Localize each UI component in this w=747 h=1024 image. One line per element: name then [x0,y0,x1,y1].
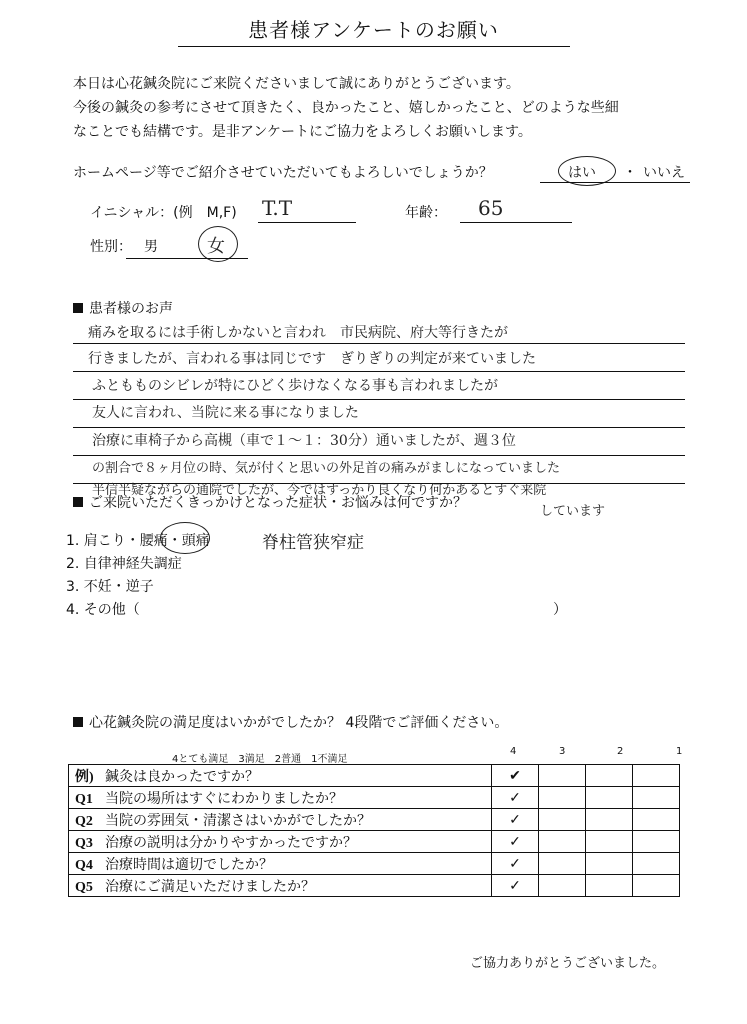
rating-cell-1[interactable] [633,831,680,853]
ruled-line [73,427,685,428]
gender-label: 性別： [90,239,132,255]
question-cell [69,853,492,875]
question-cell [69,809,492,831]
age-underline [460,222,572,223]
homepage-no-option[interactable]: いいえ [643,165,685,181]
symptom-item-4-close: ） [553,602,567,618]
question-cell [69,765,492,787]
check-mark-icon: ✔ [509,767,521,784]
rating-cell-3[interactable] [539,853,586,875]
question-cell [69,875,492,897]
check-mark-icon: ✓ [509,789,521,806]
voice-handwriting-line: 治療に車椅子から高槻（車で１～１：30分）通いましたが、週３位 [92,433,516,449]
rating-cell-1[interactable] [633,875,680,897]
symptom-item-1[interactable]: 1. 肩こり・腰痛・頭痛 [66,533,210,549]
homepage-question: ホームページ等でご紹介させていただいてもよろしいでしょうか？ [73,165,493,181]
voice-handwriting-line: 痛みを取るには手術しかないと言われ 市民病院、府大等行きたが [88,325,508,341]
question-number: 例) [75,769,94,785]
question-number: Q2 [75,813,93,829]
rating-cell-3[interactable] [539,831,586,853]
question-text: 治療の説明は分かりやすかったですか？ [105,834,357,851]
table-row [69,831,680,853]
table-row [69,875,680,897]
question-text: 鍼灸は良かったですか？ [105,768,259,785]
column-header-2: 2 [617,746,624,757]
ruled-line [73,399,685,400]
rating-cell-4[interactable] [492,853,539,875]
voice-handwriting-line: 行きましたが、言われる事は同じです ぎりぎりの判定が来ていました [88,351,536,367]
satisfaction-table [68,764,680,897]
rating-scale-legend: 4とても満足 3満足 2普通 1不満足 [172,754,348,765]
rating-cell-4[interactable] [492,787,539,809]
voice-handwriting-line: 友人に言われ、当院に来る事になりました [92,405,359,421]
age-value[interactable]: 65 [478,196,504,220]
ruled-line [73,371,685,372]
age-label: 年齢： [405,205,447,221]
question-cell [69,831,492,853]
square-bullet-icon [73,303,83,313]
question-number: Q4 [75,857,93,873]
gender-underline [126,258,248,259]
question-text: 当院の雰囲気・清潔さはいかがでしたか？ [105,812,371,829]
table-row [69,787,680,809]
voice-handwriting-line: しています [540,504,606,519]
voice-handwriting-line: の割合で８ヶ月位の時、気が付くと思いの外足首の痛みがましになっていました [92,461,561,476]
ruled-line [73,455,685,456]
ruled-line [73,343,685,344]
intro-line: 今後の鍼灸の参考にさせて頂きたく、良かったこと、嬉しかったこと、どのような些細 [73,100,619,116]
satisfaction-heading [73,712,508,732]
column-header-3: 3 [559,746,566,757]
rating-cell-1[interactable] [633,853,680,875]
question-number: Q3 [75,835,93,851]
question-cell [69,787,492,809]
gender-male-option[interactable]: 男 [144,239,158,255]
rating-cell-3[interactable] [539,875,586,897]
question-number: Q1 [75,791,93,807]
rating-cell-3[interactable] [539,809,586,831]
question-text: 治療にご満足いただけましたか？ [105,878,315,895]
check-mark-icon: ✓ [509,855,521,872]
rating-cell-4[interactable] [492,875,539,897]
title-underline [178,46,570,47]
intro-line: 本日は心花鍼灸院にご来院くださいまして誠にありがとうございます。 [73,76,520,92]
rating-cell-1[interactable] [633,787,680,809]
symptoms-heading [73,492,467,512]
voice-heading-text: 患者様のお声 [89,301,173,317]
rating-cell-2[interactable] [586,809,633,831]
table-row [69,853,680,875]
selection-circle [160,522,210,554]
rating-cell-2[interactable] [586,765,633,787]
square-bullet-icon [73,717,83,727]
check-mark-icon: ✓ [509,833,521,850]
rating-cell-1[interactable] [633,765,680,787]
symptom-item-4[interactable]: 4. その他（ [66,602,140,618]
rating-cell-4[interactable] [492,809,539,831]
column-header-1: 1 [676,746,683,757]
rating-cell-2[interactable] [586,831,633,853]
homepage-separator: ・ [623,165,637,181]
square-bullet-icon [73,497,83,507]
rating-cell-3[interactable] [539,787,586,809]
homepage-yes-option[interactable]: はい [568,165,596,181]
initial-underline [258,222,356,223]
symptom-item-2[interactable]: 2. 自律神経失調症 [66,556,182,572]
voice-handwriting-line: ふともものシビレが特にひどく歩けなくなる事も言われましたが [92,378,498,394]
question-text: 当院の場所はすぐにわかりましたか？ [105,790,343,807]
rating-cell-4[interactable] [492,831,539,853]
rating-cell-2[interactable] [586,853,633,875]
table-row [69,765,680,787]
symptom-item-3[interactable]: 3. 不妊・逆子 [66,579,154,595]
symptoms-heading-text: ご来院いただくきっかけとなった症状・お悩みは何ですか？ [89,495,467,511]
page-title: 患者様アンケートのお願い [248,18,499,42]
question-text: 治療時間は適切でしたか？ [105,856,273,873]
thanks-message: ご協力ありがとうございました。 [470,956,666,971]
table-row [69,809,680,831]
rating-cell-1[interactable] [633,809,680,831]
check-mark-icon: ✓ [509,811,521,828]
column-header-4: 4 [510,746,517,757]
question-number: Q5 [75,879,93,895]
rating-cell-2[interactable] [586,787,633,809]
gender-female-option[interactable]: 女 [207,236,225,257]
intro-text [73,72,619,144]
symptom-note: 脊柱管狭窄症 [262,533,364,553]
voice-handwriting-line: 半信半疑ながらの通院でしたが、今ではすっかり良くなり何かあるとすぐ来院 [92,483,547,498]
initial-value[interactable]: T.T [262,196,293,220]
homepage-underline [540,182,690,183]
satisfaction-heading-text: 心花鍼灸院の満足度はいかがでしたか？ 4段階でご評価ください。 [89,715,509,731]
rating-cell-2[interactable] [586,875,633,897]
intro-line: なことでも結構です。是非アンケートにご協力をよろしくお願いします。 [73,124,532,140]
rating-cell-3[interactable] [539,765,586,787]
rating-cell-4[interactable] [492,765,539,787]
check-mark-icon: ✓ [509,877,521,894]
initial-label: イニシャル：(例 M,F) [90,205,237,221]
voice-heading [73,298,173,318]
